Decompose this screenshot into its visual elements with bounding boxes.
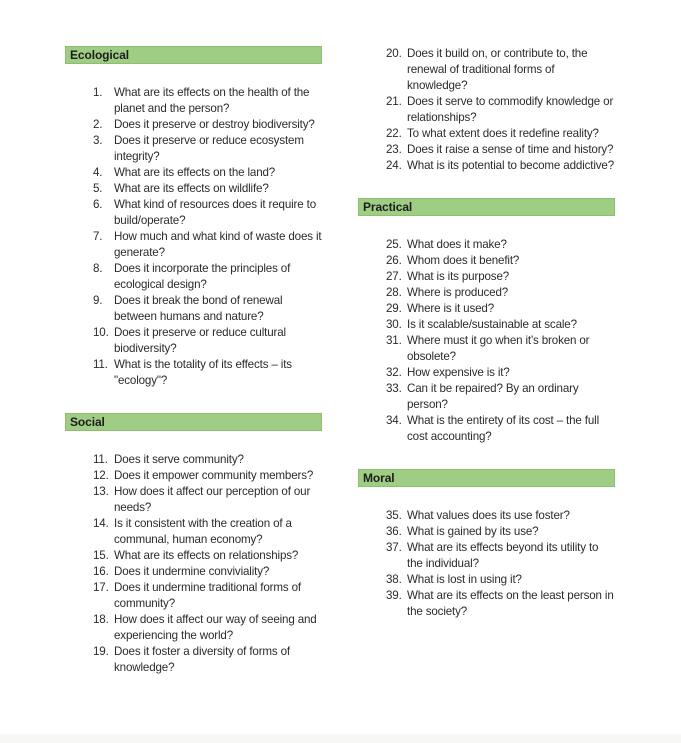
question-number: 14.	[93, 517, 109, 530]
question-item	[65, 181, 322, 197]
question-item	[358, 540, 615, 572]
question-text: What is the totality of its effects – its "ecology"?	[114, 358, 292, 387]
question-text: What are its effects on wildlife?	[114, 182, 269, 195]
question-item	[358, 588, 615, 620]
question-item	[358, 46, 615, 94]
question-number: 18.	[93, 613, 109, 626]
question-text: Does it undermine traditional forms of community?	[114, 581, 301, 610]
question-text: Does it preserve or reduce cultural biodiversity?	[114, 326, 286, 355]
question-number: 22.	[386, 127, 402, 140]
section-header-social	[65, 413, 322, 431]
question-text: Does it build on, or contribute to, the renewal of traditional forms of knowledge?	[407, 47, 588, 92]
question-text: What are its effects on relationships?	[114, 549, 299, 562]
question-item	[65, 484, 322, 516]
question-number: 31.	[386, 334, 402, 347]
question-item	[65, 357, 322, 389]
question-number: 4.	[93, 166, 103, 179]
question-list-practical	[358, 237, 615, 445]
question-number: 27.	[386, 270, 402, 283]
question-number: 19.	[93, 645, 109, 658]
question-item	[358, 142, 615, 158]
question-text: What is gained by its use?	[407, 525, 539, 538]
question-item	[358, 269, 615, 285]
question-text: How does it affect our way of seeing and experiencing the world?	[114, 613, 317, 642]
question-text: Does it undermine conviviality?	[114, 565, 270, 578]
right-column	[358, 46, 615, 644]
question-text: Does it raise a sense of time and history?	[407, 143, 614, 156]
question-item	[65, 133, 322, 165]
question-number: 29.	[386, 302, 402, 315]
question-number: 21.	[386, 95, 402, 108]
question-text: How much and what kind of waste does it generate?	[114, 230, 322, 259]
question-number: 3.	[93, 134, 103, 147]
question-text: What does it make?	[407, 238, 507, 251]
question-item	[358, 524, 615, 540]
question-text: To what extent does it redefine reality?	[407, 127, 599, 140]
question-item	[358, 413, 615, 445]
question-number: 23.	[386, 143, 402, 156]
question-number: 11.	[93, 358, 108, 371]
section-header-label: Ecological	[70, 48, 130, 62]
question-text: Does it empower community members?	[114, 469, 314, 482]
question-number: 39.	[386, 589, 402, 602]
question-item	[65, 165, 322, 181]
question-item	[65, 580, 322, 612]
question-item	[65, 564, 322, 580]
section-header-moral	[358, 469, 615, 487]
question-item	[358, 572, 615, 588]
question-item	[65, 468, 322, 484]
question-item	[358, 253, 615, 269]
question-text: What is its potential to become addictive?	[407, 159, 615, 172]
question-text: Whom does it benefit?	[407, 254, 520, 267]
question-number: 11.	[93, 453, 108, 466]
question-text: Where must it go when it's broken or obsolete?	[407, 334, 590, 363]
question-number: 34.	[386, 414, 402, 427]
question-text: Can it be repaired? By an ordinary person?	[407, 382, 579, 411]
question-text: Does it incorporate the principles of ecological design?	[114, 262, 291, 291]
question-text: What are its effects on the health of the planet and the person?	[114, 86, 310, 115]
question-item	[358, 381, 615, 413]
question-number: 13.	[93, 485, 109, 498]
question-item	[65, 261, 322, 293]
question-item	[358, 333, 615, 365]
question-item	[358, 158, 615, 174]
question-item	[65, 452, 322, 468]
question-text: Is it scalable/sustainable at scale?	[407, 318, 577, 331]
question-item	[65, 85, 322, 117]
question-item	[65, 516, 322, 548]
question-text: Where is it used?	[407, 302, 495, 315]
question-item	[65, 325, 322, 357]
question-text: Does it preserve or destroy biodiversity?	[114, 118, 315, 131]
question-number: 6.	[93, 198, 103, 211]
question-item	[358, 365, 615, 381]
section-header-label: Moral	[363, 471, 395, 485]
question-text: What are its effects beyond its utility to the individual?	[407, 541, 599, 570]
question-number: 15.	[93, 549, 109, 562]
question-item	[65, 117, 322, 133]
question-number: 8.	[93, 262, 103, 275]
question-number: 10.	[93, 326, 109, 339]
question-number: 9.	[93, 294, 103, 307]
section-header-label: Social	[70, 415, 105, 429]
question-text: What is lost in using it?	[407, 573, 522, 586]
question-text: Does it break the bond of renewal between humans and nature?	[114, 294, 283, 323]
question-number: 20.	[386, 47, 402, 60]
question-number: 1.	[93, 86, 103, 99]
question-item	[358, 126, 615, 142]
question-number: 38.	[386, 573, 402, 586]
question-number: 35.	[386, 509, 402, 522]
question-text: What values does its use foster?	[407, 509, 570, 522]
question-number: 32.	[386, 366, 402, 379]
question-item	[358, 301, 615, 317]
question-item	[358, 237, 615, 253]
question-text: How expensive is it?	[407, 366, 510, 379]
question-text: How does it affect our perception of our needs?	[114, 485, 311, 514]
section-header-ecological	[65, 46, 322, 64]
question-item	[358, 317, 615, 333]
left-column	[65, 46, 322, 700]
question-text: Does it serve community?	[114, 453, 244, 466]
question-number: 5.	[93, 182, 103, 195]
question-number: 26.	[386, 254, 402, 267]
question-text: What kind of resources does it require to build/operate?	[114, 198, 316, 227]
question-number: 36.	[386, 525, 402, 538]
question-text: Does it serve to commodify knowledge or relationships?	[407, 95, 614, 124]
question-text: What is the entirety of its cost – the full cost accounting?	[407, 414, 600, 443]
question-item	[65, 612, 322, 644]
question-number: 37.	[386, 541, 402, 554]
question-number: 28.	[386, 286, 402, 299]
question-number: 33.	[386, 382, 402, 395]
question-list-social	[358, 46, 615, 174]
question-text: What is its purpose?	[407, 270, 510, 283]
question-list-ecological	[65, 85, 322, 389]
question-list-moral	[358, 508, 615, 620]
question-text: Does it foster a diversity of forms of knowledge?	[114, 645, 290, 674]
question-text: What are its effects on the least person in the society?	[407, 589, 614, 618]
question-item	[65, 644, 322, 676]
section-header-label: Practical	[363, 200, 413, 214]
question-item	[358, 285, 615, 301]
question-text: Does it preserve or reduce ecosystem integrity?	[114, 134, 304, 163]
question-text: Where is produced?	[407, 286, 509, 299]
question-number: 16.	[93, 565, 109, 578]
question-number: 2.	[93, 118, 103, 131]
section-header-practical	[358, 198, 615, 216]
question-number: 12.	[93, 469, 109, 482]
question-text: Is it consistent with the creation of a communal, human economy?	[114, 517, 292, 546]
question-number: 24.	[386, 159, 402, 172]
page-bottom-strip	[0, 734, 681, 743]
question-number: 30.	[386, 318, 402, 331]
question-text: What are its effects on the land?	[114, 166, 276, 179]
question-item	[65, 197, 322, 229]
question-item	[65, 229, 322, 261]
question-list-social	[65, 452, 322, 676]
question-item	[65, 548, 322, 564]
question-item	[65, 293, 322, 325]
question-item	[358, 508, 615, 524]
question-item	[358, 94, 615, 126]
question-number: 7.	[93, 230, 103, 243]
question-number: 25.	[386, 238, 402, 251]
question-number: 17.	[93, 581, 109, 594]
